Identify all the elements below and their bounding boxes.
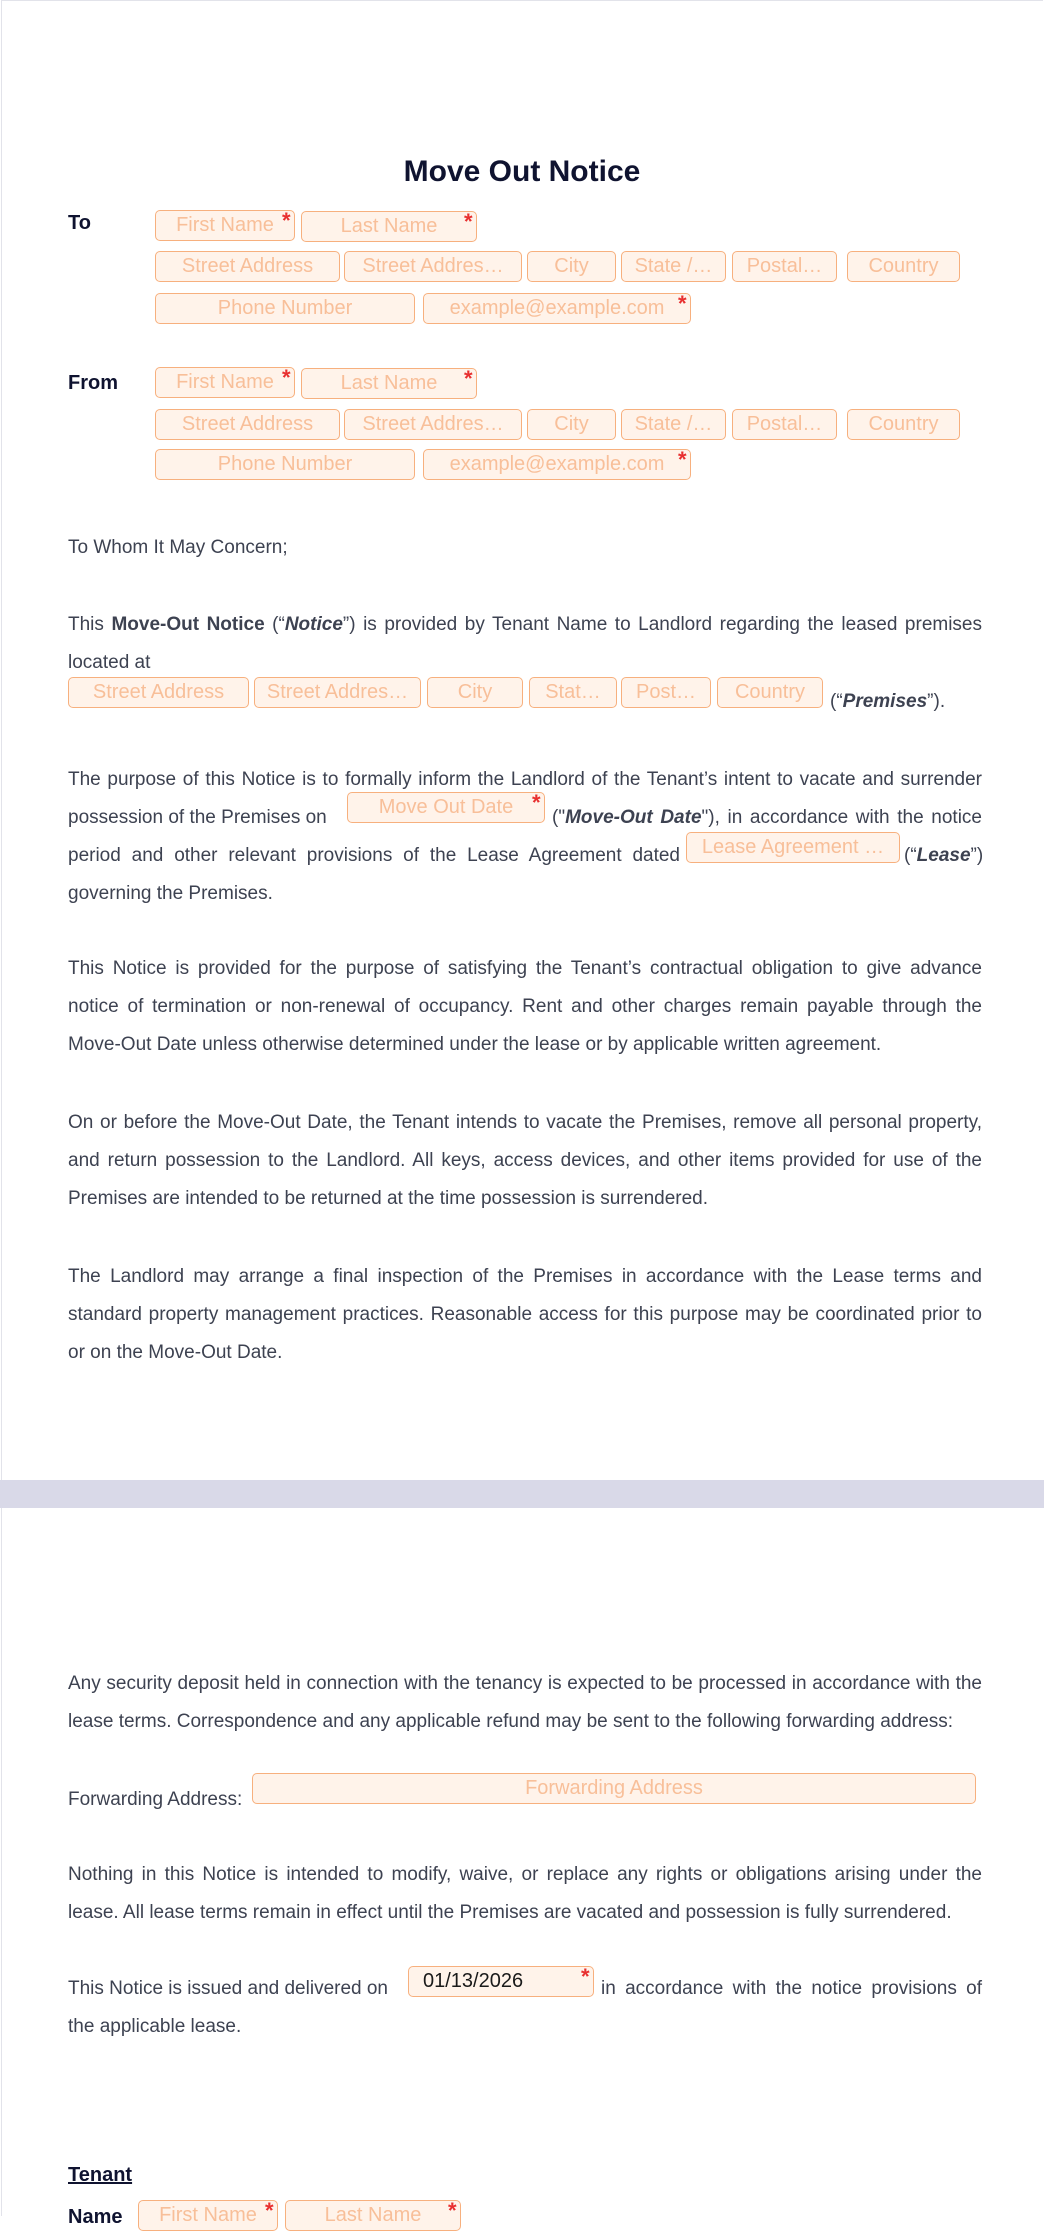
tenant-signature-heading: Tenant xyxy=(68,2164,133,2186)
document-title: Move Out Notice xyxy=(403,155,641,188)
tenant-last-name-field[interactable]: Last Name xyxy=(285,2200,461,2231)
to-last-name-required-mark: * xyxy=(464,209,473,234)
from-state-field[interactable]: State /… xyxy=(621,409,726,440)
to-street-address-field[interactable]: Street Address xyxy=(155,251,340,282)
premises-state-field[interactable]: Stat… xyxy=(529,677,617,708)
notice-term: Notice xyxy=(284,614,343,635)
to-label: To xyxy=(68,212,91,234)
to-state-field[interactable]: State /… xyxy=(621,251,726,282)
from-street-address-2-field[interactable]: Street Addres… xyxy=(344,409,522,440)
premises-term-line: (“Premises”). xyxy=(830,691,946,712)
issued-date-field[interactable]: 01/13/2026 xyxy=(408,1966,594,1997)
purpose-line-3-prefix: period and other relevant provisions of the Lease Agreement dated xyxy=(68,845,680,866)
purpose-line-4: governing the Premises. xyxy=(68,883,273,904)
issued-date-required-mark: * xyxy=(581,1964,590,1989)
move-out-date-required-mark: * xyxy=(532,790,541,815)
tenant-first-name-required-mark: * xyxy=(265,2198,274,2223)
issued-line-suffix: in accordance with the notice provisions of xyxy=(601,1978,982,1999)
to-postal-field[interactable]: Postal… xyxy=(732,251,837,282)
lease-term-line: (“Lease”) xyxy=(904,845,984,866)
from-country-field[interactable]: Country xyxy=(847,409,960,440)
obligation-paragraph: This Notice is provided for the purpose of satisfying the Tenant’s contractual obligation to give advance notice of termination or non-renewal of occupancy. Rent and other charges remain payable through the Move-Out Date unless otherwise determined under the lease or by applicable written agreement. xyxy=(68,958,982,1055)
from-email-field[interactable]: example@example.com xyxy=(423,449,691,480)
issued-line-prefix: This Notice is issued and delivered on xyxy=(68,1978,389,1999)
to-phone-field[interactable]: Phone Number xyxy=(155,293,415,324)
forwarding-address-field[interactable]: Forwarding Address xyxy=(252,1773,976,1804)
premises-country-field[interactable]: Country xyxy=(717,677,823,708)
deposit-paragraph: Any security deposit held in connection with the tenancy is expected to be processed in accordance with the lease terms. Correspondence and any applicable refund may be sent to the following forwarding address: xyxy=(68,1673,982,1732)
to-first-name-required-mark: * xyxy=(282,208,291,233)
to-country-field[interactable]: Country xyxy=(847,251,960,282)
from-label: From xyxy=(68,372,118,394)
purpose-line-2-suffix: ("Move-Out Date"), in accordance with the notice xyxy=(552,807,982,828)
forwarding-address-label: Forwarding Address: xyxy=(68,1789,243,1810)
purpose-line-1: The purpose of this Notice is to formally inform the Landlord of the Tenant’s intent to vacate and surrender xyxy=(68,769,982,790)
from-email-required-mark: * xyxy=(678,447,687,472)
from-postal-field[interactable]: Postal… xyxy=(732,409,837,440)
to-city-field[interactable]: City xyxy=(527,251,616,282)
tenant-last-name-required-mark: * xyxy=(448,2198,457,2223)
premises-street-address-field[interactable]: Street Address xyxy=(68,677,249,708)
notice-title-bold: Move-Out Notice xyxy=(111,614,265,635)
vacate-paragraph: On or before the Move-Out Date, the Tenant intends to vacate the Premises, remove all personal property, and return possession to the Landlord. All keys, access devices, and other items provided for use of the Premises are intended to be returned at the time possession is surrendered. xyxy=(68,1112,982,1209)
from-city-field[interactable]: City xyxy=(527,409,616,440)
move-out-date-field[interactable]: Move Out Date xyxy=(347,792,545,823)
premises-city-field[interactable]: City xyxy=(427,677,523,708)
tenant-name-label: Name xyxy=(68,2206,123,2228)
tenant-first-name-field[interactable]: First Name xyxy=(138,2200,278,2231)
from-first-name-field[interactable]: First Name xyxy=(155,367,295,398)
to-email-required-mark: * xyxy=(678,291,687,316)
to-street-address-2-field[interactable]: Street Addres… xyxy=(344,251,522,282)
inspection-paragraph: The Landlord may arrange a final inspection of the Premises in accordance with the Lease terms and standard property management practices. Reasonable access for this purpose may be coordinated prior to or on the Move-Out Date. xyxy=(68,1266,982,1363)
issued-line-2: the applicable lease. xyxy=(68,2016,242,2037)
from-street-address-field[interactable]: Street Address xyxy=(155,409,340,440)
intro-paragraph: This Move-Out Notice (“Notice”) is provided by Tenant Name to Landlord regarding the leased premises located at xyxy=(68,614,982,673)
rights-paragraph: Nothing in this Notice is intended to modify, waive, or replace any rights or obligations arising under the lease. All lease terms remain in effect until the Premises are vacated and possession is fully surrendered. xyxy=(68,1864,982,1923)
page-separator xyxy=(0,1480,1044,1508)
to-email-field[interactable]: example@example.com xyxy=(423,293,691,324)
from-phone-field[interactable]: Phone Number xyxy=(155,449,415,480)
from-first-name-required-mark: * xyxy=(282,365,291,390)
from-last-name-required-mark: * xyxy=(464,366,473,391)
premises-postal-field[interactable]: Post… xyxy=(621,677,711,708)
to-first-name-field[interactable]: First Name xyxy=(155,210,295,241)
lease-agreement-date-field[interactable]: Lease Agreement … xyxy=(686,832,900,863)
purpose-line-2-prefix: possession of the Premises on xyxy=(68,807,327,828)
to-last-name-field[interactable]: Last Name xyxy=(301,211,477,242)
premises-street-address-2-field[interactable]: Street Addres… xyxy=(254,677,421,708)
salutation: To Whom It May Concern; xyxy=(68,537,288,558)
from-last-name-field[interactable]: Last Name xyxy=(301,368,477,399)
